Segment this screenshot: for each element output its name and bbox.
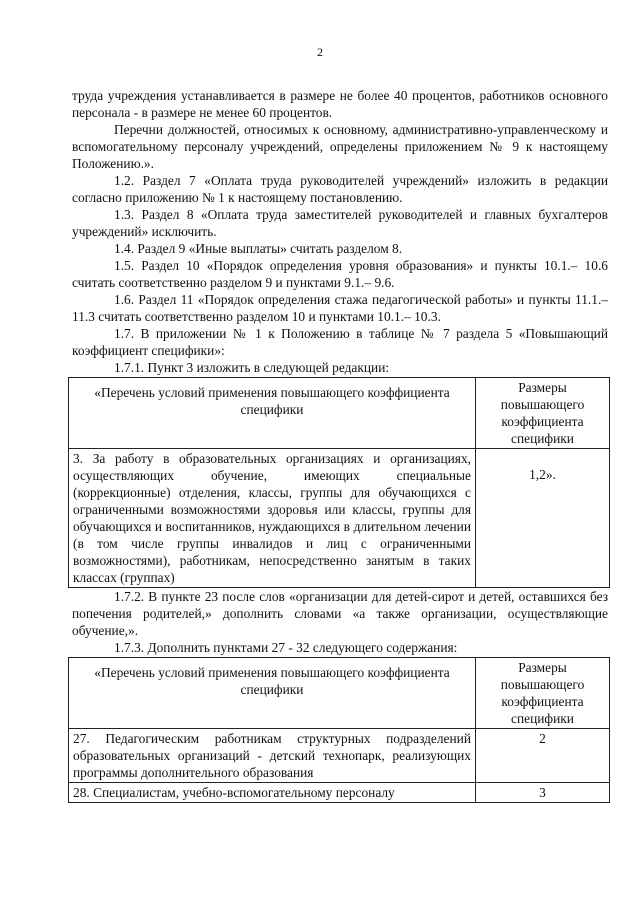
table-row xyxy=(69,783,610,803)
table-header-coefficient: Размеры повышающего коэффициента специфики xyxy=(476,658,610,729)
paragraph-p2: 1.2. Раздел 7 «Оплата труда руководителей учреждений» изложить в редакции согласно приложению № 1 к настоящему постановлению. xyxy=(72,173,608,205)
table-coefficient-points-27-32 xyxy=(68,657,610,803)
table-header-row xyxy=(69,658,610,729)
page-number: 2 xyxy=(317,45,323,59)
table-row xyxy=(69,729,610,783)
table-coefficient-point-3 xyxy=(68,377,610,588)
table-cell-condition: 27. Педагогическим работникам структурных подразделений образовательных организаций - детский технопарк, реализующих программы дополнительного образования xyxy=(69,729,476,783)
table-header-conditions: «Перечень условий применения повышающего коэффициента специфики xyxy=(69,658,476,729)
paragraph-p0: труда учреждения устанавливается в размере не более 40 процентов, работников основного персонала - в размере не менее 60 процентов. xyxy=(72,88,608,120)
paragraph-p8: 1.7.1. Пункт 3 изложить в следующей редакции: xyxy=(114,360,390,375)
table-header-row xyxy=(69,378,610,449)
paragraphs-mid xyxy=(72,588,608,656)
table-row xyxy=(69,449,610,588)
paragraph-p7: 1.7. В приложении № 1 к Положению в таблице № 7 раздела 5 «Повышающий коэффициент специфики»: xyxy=(72,326,608,358)
paragraph-p9: 1.7.2. В пункте 23 после слов «организации для детей-сирот и детей, оставшихся без попечения родителей,» дополнить словами «а также организации, осуществляющие обучение,». xyxy=(72,589,608,638)
table-cell-value: 3 xyxy=(476,783,610,803)
table-cell-value: 1,2». xyxy=(476,449,610,588)
paragraph-p10: 1.7.3. Дополнить пунктами 27 - 32 следующего содержания: xyxy=(114,640,458,655)
paragraph-p6: 1.6. Раздел 11 «Порядок определения стажа педагогической работы» и пункты 11.1.– 11.3 считать соответственно разделом 10 и пунктами 10.1.– 10.3. xyxy=(72,292,608,324)
document-body xyxy=(72,87,608,803)
paragraph-p3: 1.3. Раздел 8 «Оплата труда заместителей руководителей и главных бухгалтеров учреждений» исключить. xyxy=(72,207,608,239)
paragraph-p4: 1.4. Раздел 9 «Иные выплаты» считать разделом 8. xyxy=(114,241,403,256)
paragraph-p5: 1.5. Раздел 10 «Порядок определения уровня образования» и пункты 10.1.– 10.6 считать соответственно разделом 9 и пунктами 9.1.– 9.6. xyxy=(72,258,608,290)
table-cell-condition: 28. Специалистам, учебно-вспомогательному персоналу xyxy=(69,783,476,803)
table-cell-condition: 3. За работу в образовательных организациях и организациях, осуществляющих обучение, имеющих специальные (коррекционные) отделения, классы, группы для обучающихся с ограниченными возможностями здоровья или классы, группы для обучающихся и воспитанников, нуждающихся в длительном лечении (в том числе группы инвалидов и лиц с ограниченными возможностями), работникам, непосредственно занятым в таких классах (группах) xyxy=(69,449,476,588)
paragraphs-top xyxy=(72,87,608,376)
table-header-conditions: «Перечень условий применения повышающего коэффициента специфики xyxy=(69,378,476,449)
table-cell-value: 2 xyxy=(476,729,610,783)
table-header-coefficient: Размеры повышающего коэффициента специфики xyxy=(476,378,610,449)
paragraph-p1: Перечни должностей, относимых к основному, административно-управленческому и вспомогательному персоналу учреждений, определены приложением № 9 к настоящему Положению.». xyxy=(72,122,608,171)
